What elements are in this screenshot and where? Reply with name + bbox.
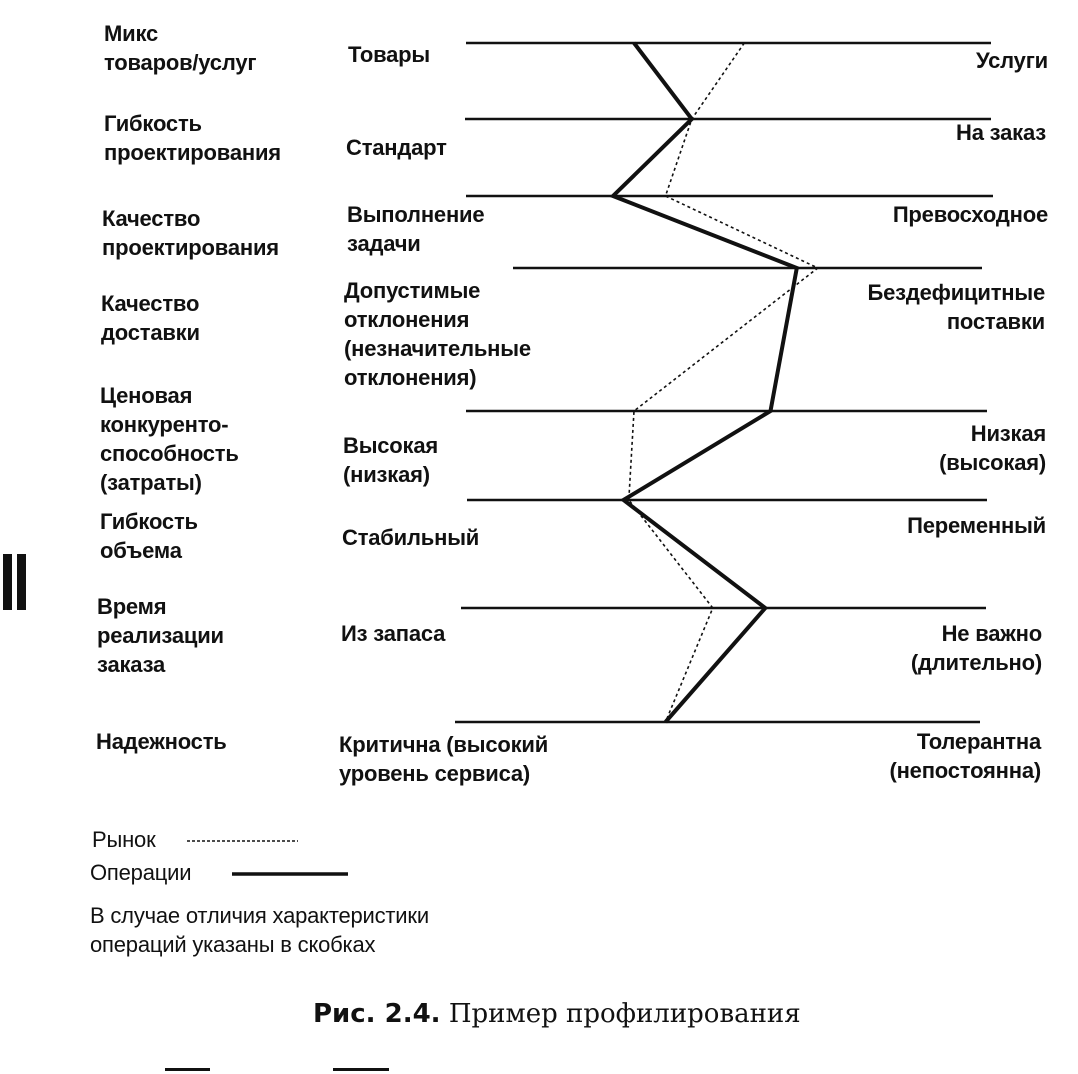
row-right-price: Низкая (высокая) bbox=[939, 421, 1046, 475]
row-left-design-flex: Стандарт bbox=[346, 135, 447, 160]
figure-caption bbox=[313, 997, 801, 1031]
row-left-reliability: Критична (высокий уровень сервиса) bbox=[339, 732, 549, 786]
operations-profile-line bbox=[613, 43, 797, 722]
legend-note: В случае отличия характеристики операций указаны в скобках bbox=[90, 903, 429, 957]
row-name-design-flex: Гибкость проектирования bbox=[104, 111, 281, 165]
row-left-delivery-quality: Допустимые отклонения (незначительные отклонения) bbox=[344, 278, 531, 390]
row-name-price: Ценовая конкуренто- способность (затраты) bbox=[100, 383, 239, 495]
figure-title: Пример профилирования bbox=[448, 999, 801, 1029]
margin-bar-mark bbox=[0, 554, 30, 610]
row-right-lead-time: Не важно (длительно) bbox=[910, 621, 1042, 675]
row-right-mix: Услуги bbox=[976, 48, 1048, 73]
row-name-delivery-quality: Качество доставки bbox=[101, 291, 200, 345]
row-name-design-quality: Качество проектирования bbox=[102, 206, 279, 260]
legend-operations-label: Операции bbox=[90, 860, 192, 885]
row-name-lead-time: Время реализации заказа bbox=[97, 594, 224, 677]
row-right-design-flex: На заказ bbox=[956, 120, 1046, 145]
row-left-lead-time: Из запаса bbox=[341, 621, 446, 646]
row-right-delivery-quality: Бездефицитные поставки bbox=[867, 280, 1045, 334]
row-name-reliability: Надежность bbox=[96, 729, 227, 754]
row-left-volume-flex: Стабильный bbox=[342, 525, 480, 550]
row-right-reliability: Толерантна (непостоянна) bbox=[889, 729, 1041, 783]
row-left-mix: Товары bbox=[348, 42, 430, 67]
row-name-volume-flex: Гибкость объема bbox=[100, 509, 198, 563]
bottom-scan-mark bbox=[165, 1068, 210, 1071]
legend-market-label: Рынок bbox=[92, 827, 156, 852]
figure-number: Рис. 2.4. bbox=[313, 999, 441, 1029]
row-left-price: Высокая (низкая) bbox=[343, 433, 439, 487]
row-name-mix: Микс товаров/услуг bbox=[104, 21, 257, 75]
market-profile-line bbox=[629, 43, 818, 722]
row-right-volume-flex: Переменный bbox=[907, 513, 1046, 538]
row-right-design-quality: Превосходное bbox=[892, 202, 1048, 227]
bottom-scan-mark bbox=[333, 1068, 389, 1071]
row-left-design-quality: Выполнение задачи bbox=[347, 202, 485, 256]
